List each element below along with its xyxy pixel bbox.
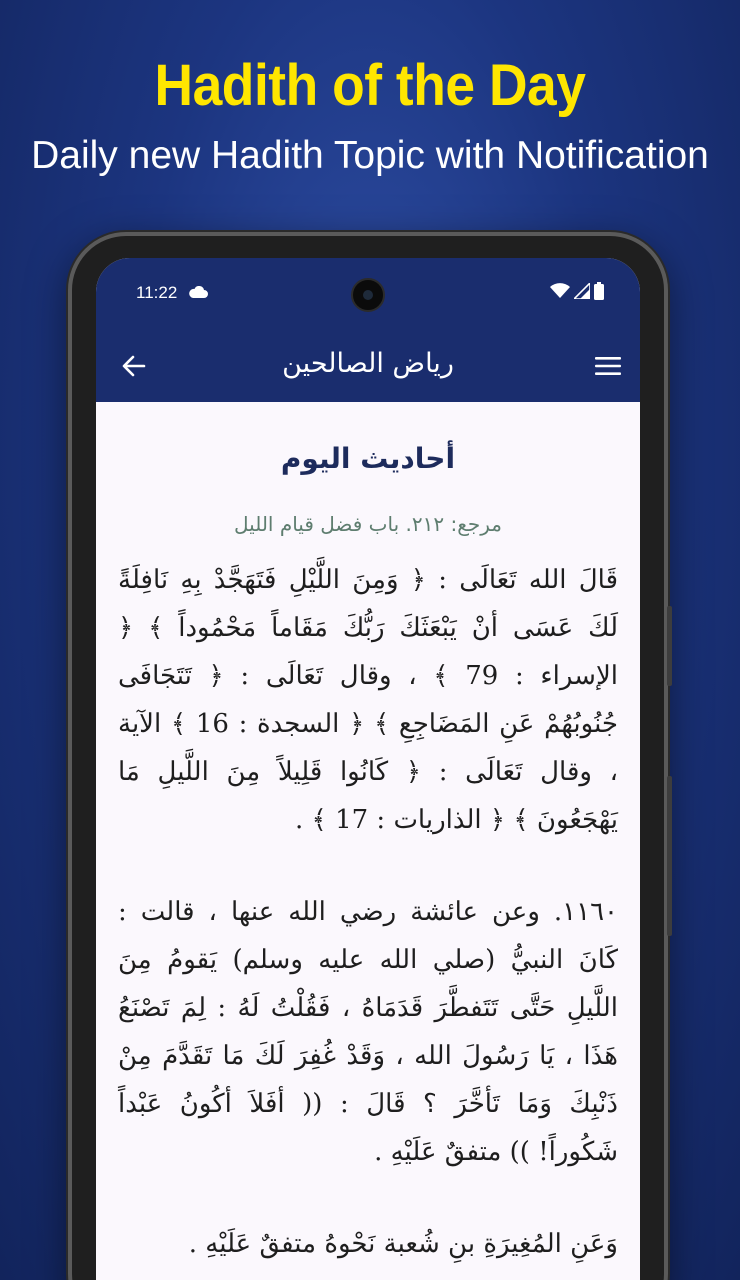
- hadith-paragraph: ١١٦٠. وعن عائشة رضي الله عنها ، قالت : كَانَ النبيُّ (صلي الله عليه وسلم) يَقومُ مِنَ اللَّيلِ حَتَّى تَتَفطَّرَ قَدَمَاهُ ، فَقُلْتُ لَهُ : لِمَ تَصْنَعُ هَذَا ، يَا رَسُولَ الله ، وَقَدْ غُفِرَ لَكَ مَا تَقَدَّمَ مِنْ ذَنْبِكَ وَمَا تَأخَّرَ ؟ قَالَ : (( أفَلاَ أكُونُ عَبْداً شَكُوراً! )) متفقٌ عَلَيْهِ .: [118, 897, 618, 1167]
- hadith-content: [96, 442, 640, 1268]
- app-bar: [96, 332, 640, 402]
- battery-icon: [594, 282, 604, 300]
- status-bar: [96, 258, 640, 332]
- front-camera: [351, 278, 385, 312]
- promo-subline: Daily new Hadith Topic with Notification: [31, 134, 709, 177]
- promo-headline: Hadith of the Day: [154, 53, 586, 118]
- phone-screen: [96, 258, 640, 1280]
- signal-icon: [574, 283, 590, 299]
- hamburger-menu-icon[interactable]: [594, 354, 622, 378]
- hadith-paragraph: وَعَنِ المُغِيرَةِ بنِ شُعبة نَحْوهُ متفقٌ عَلَيْهِ .: [188, 1229, 618, 1259]
- volume-button: [667, 606, 672, 686]
- power-button: [667, 776, 672, 936]
- chapter-reference: مرجع: ٢١٢. باب فضل قيام الليل: [234, 512, 502, 536]
- section-title: أحاديث اليوم: [280, 442, 456, 475]
- app-title: رياض الصالحين: [282, 348, 454, 379]
- status-time: 11:22: [136, 283, 178, 302]
- wifi-icon: [550, 283, 570, 299]
- cloud-icon: [188, 286, 208, 299]
- hadith-paragraph: قَالَ الله تَعَالَى : ﴿ وَمِنَ اللَّيْلِ فَتَهَجَّدْ بِهِ نَافِلَةً لَكَ عَسَى أنْ يَبْعَثَكَ رَبُّكَ مَقَاماً مَحْمُوداً ﴾ ﴿ الإسراء : 79 ﴾ ، وقال تَعَالَى : ﴿ تَتَجَافَى جُنُوبُهُمْ عَنِ المَضَاجِعِ ﴾ ﴿ السجدة : 16 ﴾ الآية ، وقال تَعَالَى : ﴿ كَانُوا قَلِيلاً مِنَ اللَّيلِ مَا يَهْجَعُونَ ﴾ ﴿ الذاريات : 17 ﴾ .: [118, 565, 619, 835]
